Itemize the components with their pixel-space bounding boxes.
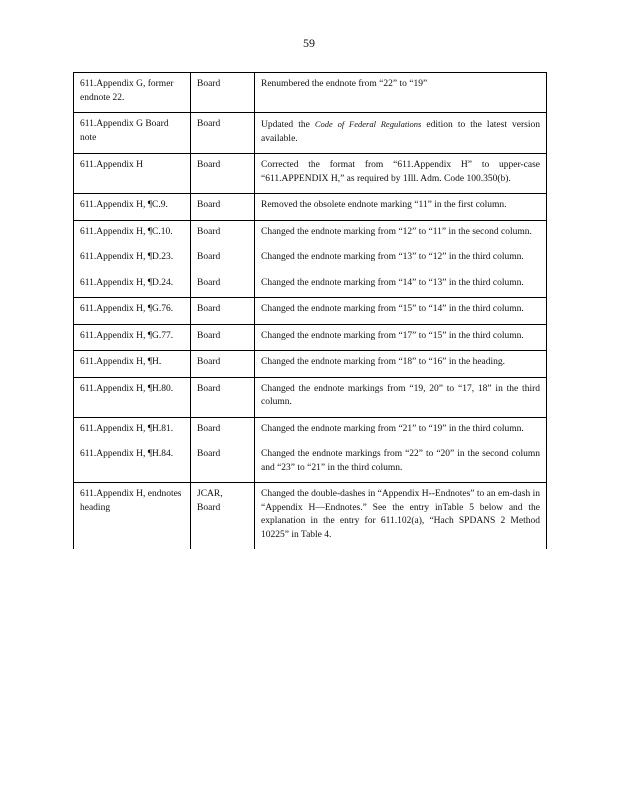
source-cell: Board xyxy=(191,417,255,443)
section-cell: 611.Appendix H, ¶H.81. xyxy=(74,417,191,443)
section-cell: 611.Appendix H, ¶C.10. xyxy=(74,220,191,246)
section-cell: 611.Appendix H, endnotes heading xyxy=(74,483,191,550)
action-cell: Changed the endnote marking from “15” to “14” in the third column. xyxy=(255,298,547,325)
action-text-post: edition to the latest version available. xyxy=(261,120,540,144)
action-cell: Changed the endnote marking from “14” to “13” in the third column. xyxy=(255,272,547,298)
table-row xyxy=(74,377,547,417)
source-cell: Board xyxy=(191,377,255,417)
table-row xyxy=(74,298,547,325)
action-text-italic: Code of Federal Regulations xyxy=(314,119,422,129)
table-row xyxy=(74,272,547,298)
table-row xyxy=(74,113,547,154)
action-text-pre: Updated the xyxy=(261,120,315,130)
table-row xyxy=(74,443,547,483)
table-row xyxy=(74,351,547,378)
source-cell: Board xyxy=(191,272,255,298)
section-cell: 611.Appendix G Board note xyxy=(74,113,191,154)
section-cell: 611.Appendix H, ¶H. xyxy=(74,351,191,378)
section-cell: 611.Appendix H, ¶C.9. xyxy=(74,194,191,221)
action-cell: Changed the double-dashes in “Appendix H--Endnotes” to an em-dash in “Appendix H—Endnotes.” See the entry inTable 5 below and the explanation in the entry for 611.102(a), “Hach SPDANS 2 Method 10225” in Table 4. xyxy=(255,483,547,550)
source-cell: JCAR, Board xyxy=(191,483,255,550)
action-cell xyxy=(255,113,547,154)
section-cell: 611.Appendix H, ¶D.23. xyxy=(74,246,191,272)
table-row xyxy=(74,73,547,113)
action-cell: Renumbered the endnote from “22” to “19” xyxy=(255,73,547,113)
table-row xyxy=(74,324,547,351)
action-cell: Changed the endnote markings from “19, 20” to “17, 18” in the third column. xyxy=(255,377,547,417)
section-cell: 611.Appendix H, ¶G.76. xyxy=(74,298,191,325)
table-row xyxy=(74,483,547,550)
action-cell: Changed the endnote marking from “17” to “15” in the third column. xyxy=(255,324,547,351)
source-cell: Board xyxy=(191,154,255,194)
source-cell: Board xyxy=(191,113,255,154)
action-cell: Changed the endnote markings from “22” to “20” in the second column and “23” to “21” in the third column. xyxy=(255,443,547,483)
action-cell: Changed the endnote marking from “13” to “12” in the third column. xyxy=(255,246,547,272)
page-number: 59 xyxy=(303,36,315,50)
table-row xyxy=(74,246,547,272)
action-cell: Changed the endnote marking from “18” to “16” in the heading. xyxy=(255,351,547,378)
source-cell: Board xyxy=(191,194,255,221)
table-row xyxy=(74,220,547,246)
source-cell: Board xyxy=(191,220,255,246)
section-cell: 611.Appendix G, former endnote 22. xyxy=(74,73,191,113)
section-cell: 611.Appendix H xyxy=(74,154,191,194)
table-row xyxy=(74,417,547,443)
table-row xyxy=(74,154,547,194)
source-cell: Board xyxy=(191,443,255,483)
source-cell: Board xyxy=(191,351,255,378)
action-cell: Corrected the format from “611.Appendix H” to upper-case “611.APPENDIX H,” as required by 1Ill. Adm. Code 100.350(b). xyxy=(255,154,547,194)
section-cell: 611.Appendix H, ¶G.77. xyxy=(74,324,191,351)
action-cell: Changed the endnote marking from “12” to “11” in the second column. xyxy=(255,220,547,246)
source-cell: Board xyxy=(191,246,255,272)
changes-table xyxy=(73,72,547,549)
action-cell: Removed the obsolete endnote marking “11” in the first column. xyxy=(255,194,547,221)
table-row xyxy=(74,194,547,221)
action-cell: Changed the endnote marking from “21” to “19” in the third column. xyxy=(255,417,547,443)
section-cell: 611.Appendix H, ¶H.80. xyxy=(74,377,191,417)
section-cell: 611.Appendix H, ¶D.24. xyxy=(74,272,191,298)
source-cell: Board xyxy=(191,73,255,113)
source-cell: Board xyxy=(191,298,255,325)
section-cell: 611.Appendix H, ¶H.84. xyxy=(74,443,191,483)
source-cell: Board xyxy=(191,324,255,351)
